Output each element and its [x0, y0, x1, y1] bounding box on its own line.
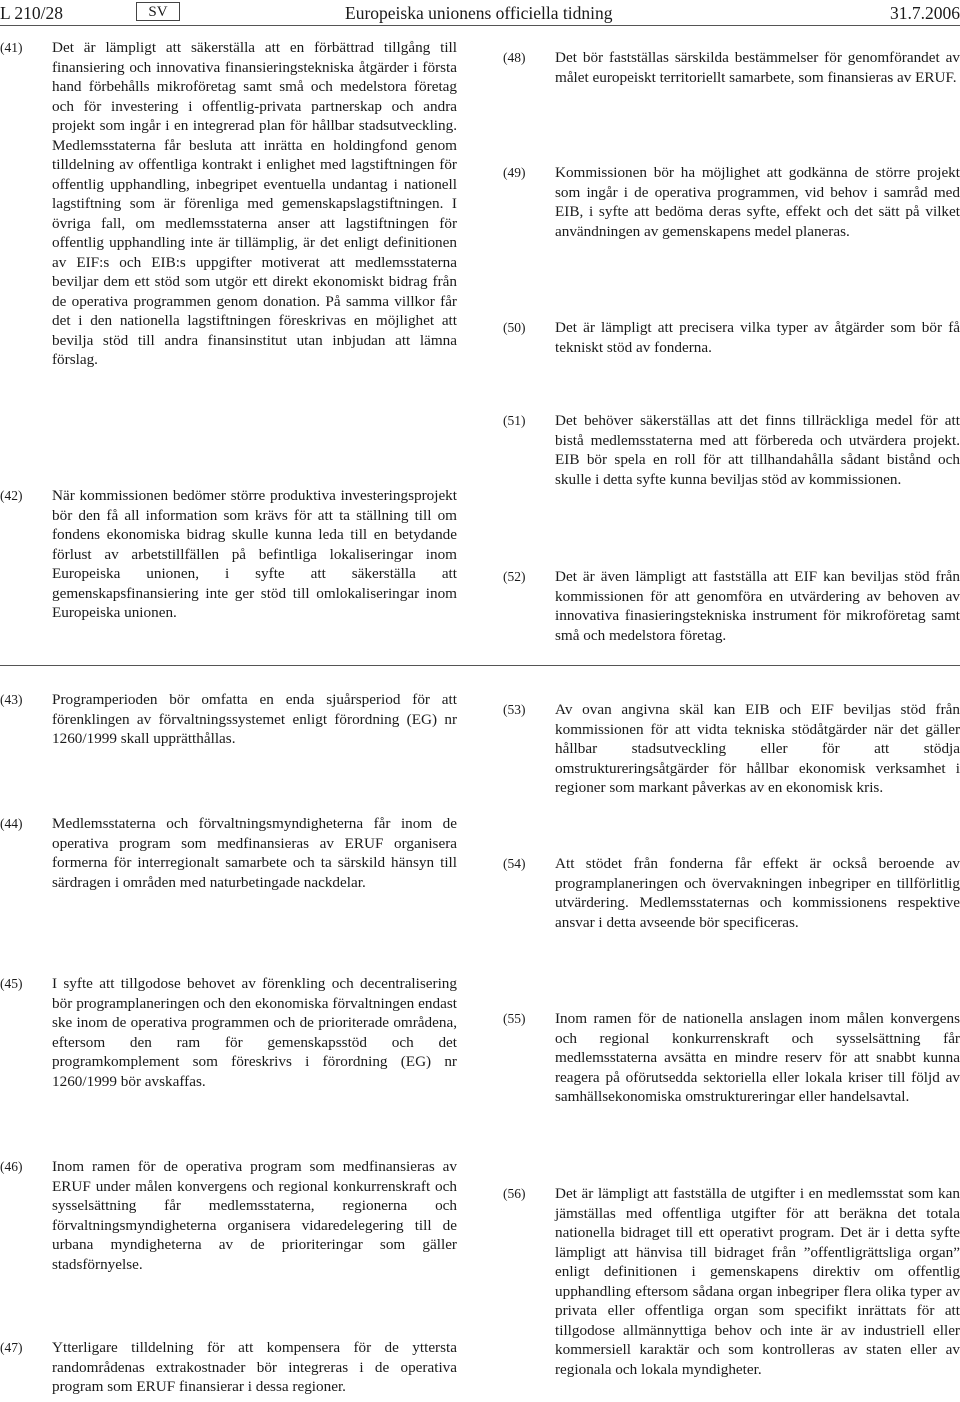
recital-text: Inom ramen för de operativa program som medfinansieras av ERUF under målen konvergens och regional konkurrenskraft och sysselsättning får medlemsstaterna, regionerna och förvaltningsmyndigheterna organisera vidaredelegering till de urbana myndigheterna av de prioriteringar som gäller stadsförnyelse.	[52, 1158, 457, 1273]
recital-text: Det är lämpligt att säkerställa att en förbättrad tillgång till finansiering och innovativa finansieringstekniska åtgärder i första hand förbehålls mikroföretag samt små och medelstora företag och för investering i offentlig-privata partnerskap och andra projekt som ingår i en integrerad plan för hållbar stadsutveckling. Medlemsstaterna får besluta att inrätta en holdingfond genom tilldelning av offentliga kontrakt i enlighet med lagstiftningen för offentlig upphandling, inbegripet eventuella undantag i nationell lagstiftning som är förenliga med gemenskapslagstiftningen. I övriga fall, om medlemsstaterna anser att lagstiftningen för offentlig upphandling inte är tillämplig, är det enligt definitionen av EIF:s och EIB:s uppgifter motiverat att medlemsstaterna beviljar dem ett stöd som utgör ett direkt ekonomiskt bidrag från de operativa programmen genom donation. På samma villkor får det i den nationella lagstiftningen föreskrivas en möjlighet att bevilja stöd till andra finansinstitut utan inbjudan att lämna förslag.	[52, 39, 457, 368]
recital-number: (41)	[0, 40, 23, 55]
recital-text: Det är lämpligt att precisera vilka typer av åtgärder som bör få tekniskt stöd av fonderna.	[555, 319, 960, 356]
journal-title: Europeiska unionens officiella tidning	[345, 3, 613, 23]
recital-52	[503, 567, 960, 645]
recital-number: (43)	[0, 692, 23, 707]
recital-number: (48)	[503, 50, 526, 65]
recital-number: (50)	[503, 320, 526, 335]
recital-text: Inom ramen för de nationella anslagen inom målen konvergens och regional konkurrenskraft och sysselsättning får medlemsstaterna avsätta en mindre reserv för att snabbt kunna reagera på oförutsedda sektoriella eller lokala kriser till följd av samhällsekonomiska omstruktureringar eller handelsavtal.	[555, 1010, 960, 1105]
recital-text: Programperioden bör omfatta en enda sjuårsperiod för att förenklingen av förvaltningssystemet enligt förordning (EG) nr 1260/1999 skall upprätthållas.	[52, 691, 457, 747]
recital-53	[503, 700, 960, 798]
recital-number: (56)	[503, 1186, 526, 1201]
header-rule	[0, 25, 960, 26]
recital-number: (44)	[0, 816, 23, 831]
recital-text: När kommissionen bedömer större produktiva investeringsprojekt bör den få all information som krävs för att ta ställning till om fondens ekonomiska bidrag skulle kunna leda till en betydande förlust av arbetstillfällen på befintliga lokaliseringar inom Europeiska unionen, i syfte att säkerställa att gemenskapsfinansiering inte ger stöd till omlokaliseringar inom Europeiska unionen.	[52, 487, 457, 621]
recital-55	[503, 1009, 960, 1107]
recital-number: (45)	[0, 976, 23, 991]
recital-text: Det är lämpligt att fastställa de utgifter i en medlemsstat som kan jämställas med offentliga utgifter för att beräkna det totala nationella bidraget till ett operativt program. Det är i detta syfte lämpligt att hänvisa till bidraget från ”offentligrättsliga organ” enligt definitionen i gemenskapens direktiv om offentlig upphandling eftersom sådana organ inbegriper flera olika typer av privata eller offentliga organ som specifikt inrättats för att tillgodose allmännyttiga behov och inte är av industriell eller kommersiell karaktär och som kontrolleras av staten eller av regionala och lokala myndigheter.	[555, 1185, 960, 1378]
recital-text: Av ovan angivna skäl kan EIB och EIF beviljas stöd från kommissionen för att vidta tekniska stödåtgärder när det gäller hållbar stadsutveckling eller för att stödja omstruktureringsåtgärder för hållbar ekonomisk verksamhet i regioner som markant påverkas av en ekonomisk kris.	[555, 701, 960, 796]
publication-date: 31.7.2006	[890, 3, 960, 23]
recital-number: (55)	[503, 1011, 526, 1026]
recital-text: Det är även lämpligt att fastställa att EIF kan beviljas stöd från kommissionen för att genomföra en utvärdering av behoven av innovativa finasieringstekniska instrument för mikroföretag samt små och medelstora företag.	[555, 568, 960, 644]
recital-text: Medlemsstaterna och förvaltningsmyndigheterna får inom de operativa program som medfinansieras av ERUF organisera formerna för interregionalt samarbete och ta särskild hänsyn till särdragen i områden med naturbetingade nackdelar.	[52, 815, 457, 891]
recital-number: (47)	[0, 1340, 23, 1355]
recital-number: (42)	[0, 488, 23, 503]
recital-41	[0, 38, 457, 370]
recital-text: Det behöver säkerställas att det finns tillräckliga medel för att bistå medlemsstaterna med att förbereda och utvärdera projekt. EIB bör spela en roll för att tillhandahålla sådant bistånd och skulle i detta syfte kunna beviljas stöd av kommissionen.	[555, 412, 960, 488]
recital-text: Ytterligare tilldelning för att kompensera för de yttersta randområdenas extrakostnader bör integreras i de operativa program som ERUF finansierar i dessa regioner.	[52, 1339, 457, 1395]
recital-number: (46)	[0, 1159, 23, 1174]
section-divider	[0, 665, 960, 666]
recital-56	[503, 1184, 960, 1379]
recital-43	[0, 690, 457, 749]
recital-49	[503, 163, 960, 241]
recital-number: (53)	[503, 702, 526, 717]
recital-text: Kommissionen bör ha möjlighet att godkänna de större projekt som ingår i de operativa programmen, vid behov i samråd med EIB, i syfte att bedöma deras syfte, effekt och det sätt på vilket användningen av gemenskapens medel planeras.	[555, 164, 960, 240]
recital-51	[503, 411, 960, 489]
page-reference: L 210/28	[0, 3, 64, 23]
recital-number: (52)	[503, 569, 526, 584]
recital-45	[0, 974, 457, 1091]
recital-number: (51)	[503, 413, 526, 428]
recital-text: Det bör fastställas särskilda bestämmelser för genomförandet av målet europeiskt territoriellt samarbete, som finansieras av ERUF.	[555, 49, 960, 86]
recital-50	[503, 318, 960, 357]
recital-number: (49)	[503, 165, 526, 180]
recital-54	[503, 854, 960, 932]
recital-text: I syfte att tillgodose behovet av förenkling och decentralisering bör programplaneringen och den ekonomiska förvaltningen endast ske inom de operativa programmen och de prioriterade områdena, eftersom den ram för gemenskapsstöd och det programkomplement som föreskrivs i förordning (EG) nr 1260/1999 bör avskaffas.	[52, 975, 457, 1090]
page-header	[0, 0, 960, 26]
recital-number: (54)	[503, 856, 526, 871]
recital-47	[0, 1338, 457, 1397]
recital-46	[0, 1157, 457, 1274]
recital-44	[0, 814, 457, 892]
recital-48	[503, 48, 960, 87]
recital-text: Att stödet från fonderna får effekt är också beroende av programplaneringen och övervakningen inbegriper en tillförlitlig utvärdering. Medlemsstaternas och kommissionens respektive ansvar i detta avseende bör specificeras.	[555, 855, 960, 931]
language-badge: SV	[136, 2, 180, 21]
recital-42	[0, 486, 457, 623]
